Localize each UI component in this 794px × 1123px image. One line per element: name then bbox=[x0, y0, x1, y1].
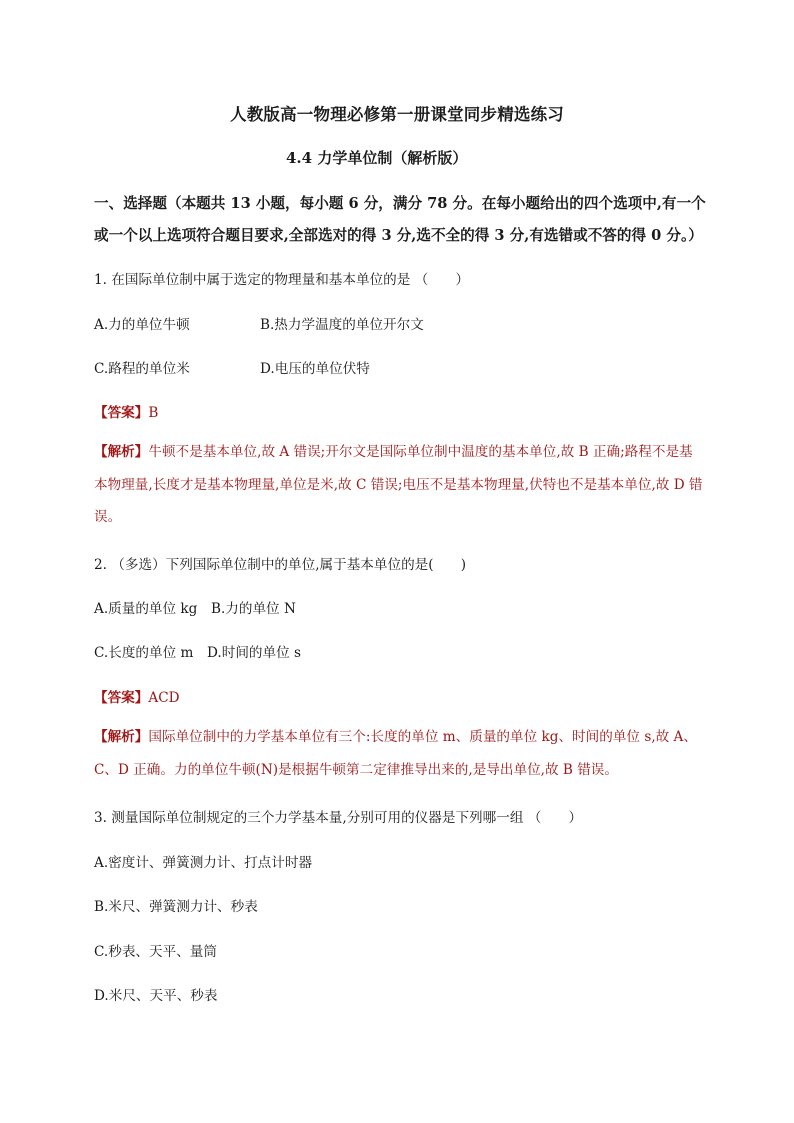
question-1-option-d: D.电压的单位伏特 bbox=[260, 361, 370, 377]
question-1-option-a: A.力的单位牛顿 bbox=[94, 317, 190, 333]
question-1-answer bbox=[94, 401, 158, 421]
answer-value: ACD bbox=[148, 690, 180, 706]
question-3-option-a: A.密度计、弹簧测力计、打点计时器 bbox=[94, 855, 313, 871]
section-heading: 一、选择题（本题共 13 小题，每小题 6 分，满分 78 分。在每小题给出的四个选项中,有一个或一个以上选项符合题目要求,全部选对的得 3 分,选不全的得 3 分,有选错或不答的得 0 分。） bbox=[94, 195, 706, 244]
question-3-option-c: C.秒表、天平、量筒 bbox=[94, 944, 217, 960]
question-3-option-b: B.米尺、弹簧测力计、秒表 bbox=[94, 899, 258, 915]
question-1-stem: 1. 在国际单位制中属于选定的物理量和基本单位的是 （ ） bbox=[94, 272, 470, 288]
analysis-tag: 【解析】 bbox=[94, 444, 149, 460]
document-subtitle: 4.4 力学单位制（解析版） bbox=[286, 149, 468, 167]
question-2-stem: 2. （多选）下列国际单位制中的单位,属于基本单位的是( ) bbox=[94, 557, 467, 573]
question-3-stem: 3. 测量国际单位制规定的三个力学基本量,分别可用的仪器是下列哪一组 （ ） bbox=[94, 810, 583, 826]
question-2-answer bbox=[94, 686, 180, 706]
question-2-options-cd: C.长度的单位 m D.时间的单位 s bbox=[94, 645, 302, 661]
answer-tag: 【答案】 bbox=[94, 690, 149, 706]
analysis-text: 牛顿不是基本单位,故 A 错误;开尔文是国际单位制中温度的基本单位,故 B 正确;路程不是基本物理量,长度才是基本物理量,单位是米,故 C 错误;电压不是基本物理量,伏特也不是基本单位,故 D 错误。 bbox=[94, 444, 703, 525]
question-2-analysis bbox=[94, 721, 706, 786]
answer-tag: 【答案】 bbox=[94, 405, 149, 421]
question-1-option-b: B.热力学温度的单位开尔文 bbox=[260, 317, 424, 333]
question-1-analysis bbox=[94, 436, 706, 534]
analysis-tag: 【解析】 bbox=[94, 729, 149, 745]
question-2-options-ab: A.质量的单位 kg B.力的单位 N bbox=[94, 601, 296, 617]
question-3-option-d: D.米尺、天平、秒表 bbox=[94, 988, 218, 1004]
answer-value: B bbox=[148, 405, 159, 421]
document-title: 人教版高一物理必修第一册课堂同步精选练习 bbox=[230, 105, 564, 124]
analysis-text: 国际单位制中的力学基本单位有三个:长度的单位 m、质量的单位 kg、时间的单位 s,故 A、C、D 正确。力的单位牛顿(N)是根据牛顿第二定律推导出来的,是导出单位,故 B 错误。 bbox=[94, 729, 697, 778]
question-1-option-c: C.路程的单位米 bbox=[94, 361, 190, 377]
